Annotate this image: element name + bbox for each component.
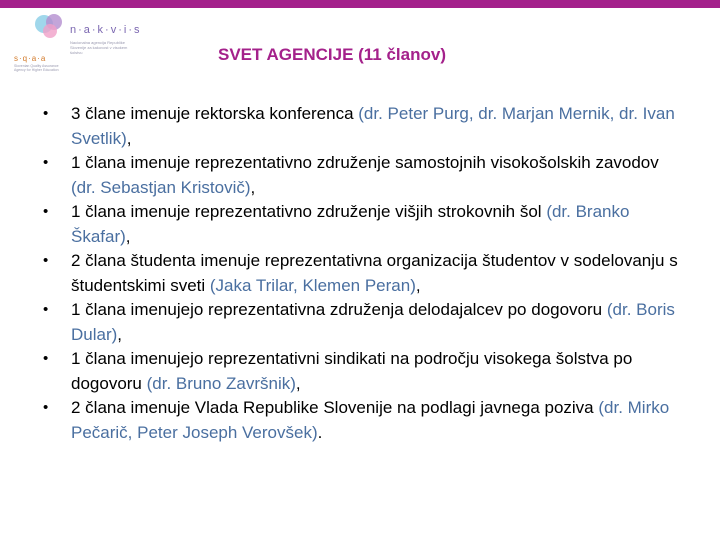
list-item xyxy=(43,249,683,298)
item-end: , xyxy=(250,177,256,197)
bullet-icon: • xyxy=(43,399,49,416)
slide-title: SVET AGENCIJE (11 članov) xyxy=(218,45,446,64)
bullet-icon: • xyxy=(43,154,49,171)
bullet-icon: • xyxy=(43,252,49,269)
item-names: (dr. Mirko Pečarič, Peter Joseph Verovšek) xyxy=(71,398,670,442)
list-item xyxy=(43,102,683,151)
list-item xyxy=(43,347,683,396)
item-text: 2 člana imenuje Vlada Republike Slovenije na podlagi javnega poziva xyxy=(71,398,599,417)
bullet-icon: • xyxy=(43,105,49,122)
list-item xyxy=(43,200,683,249)
item-names: (dr. Sebastjan Kristovič) xyxy=(71,177,251,197)
top-accent-bar xyxy=(0,0,720,8)
bullet-icon: • xyxy=(43,301,49,318)
logo-tagline: Nacionalna agencija Republike Slovenije za kakovost v visokem šolstvu xyxy=(70,40,128,55)
item-names: (dr. Bruno Završnik) xyxy=(146,373,296,393)
logo-wordmark: n·a·k·v·i·s xyxy=(70,24,142,36)
bullet-icon: • xyxy=(43,203,49,220)
logo-circles-icon xyxy=(30,12,70,42)
list-item xyxy=(43,396,683,445)
item-names: (dr. Peter Purg, dr. Marjan Mernik, dr. Ivan Svetlik) xyxy=(71,104,675,148)
item-text: 1 člana imenuje reprezentativno združenje višjih strokovnih šol xyxy=(71,202,547,221)
item-end: , xyxy=(295,373,301,393)
logo-secondary-mark: s·q·a·a xyxy=(14,54,47,63)
item-text: 1 člana imenujejo reprezentativna združenja delodajalcev po dogovoru xyxy=(71,300,607,319)
item-end: , xyxy=(117,324,123,344)
item-names: (dr. Boris Dular) xyxy=(71,300,675,344)
item-text: 3 člane imenuje rektorska konferenca xyxy=(71,104,359,123)
item-text: 1 člana imenujejo reprezentativni sindikati na področju visokega šolstva po dogovoru xyxy=(71,349,633,393)
item-end: , xyxy=(125,226,131,246)
item-names: (Jaka Trilar, Klemen Peran) xyxy=(209,275,416,295)
list-item xyxy=(43,151,683,200)
agency-logo xyxy=(14,10,154,74)
list-item xyxy=(43,298,683,347)
item-text: 2 člana študenta imenuje reprezentativna organizacija študentov v sodelovanju s študentskimi sveti xyxy=(71,251,678,295)
members-list xyxy=(43,102,683,445)
item-names: (dr. Branko Škafar) xyxy=(71,202,630,246)
item-end: , xyxy=(126,128,132,148)
item-text: 1 člana imenuje reprezentativno združenje samostojnih visokošolskih zavodov xyxy=(71,153,659,172)
item-end: , xyxy=(415,275,421,295)
bullet-icon: • xyxy=(43,350,49,367)
item-end: . xyxy=(317,422,323,442)
logo-secondary-tagline: Slovenian Quality Assurance Agency for Higher Education xyxy=(14,64,59,72)
